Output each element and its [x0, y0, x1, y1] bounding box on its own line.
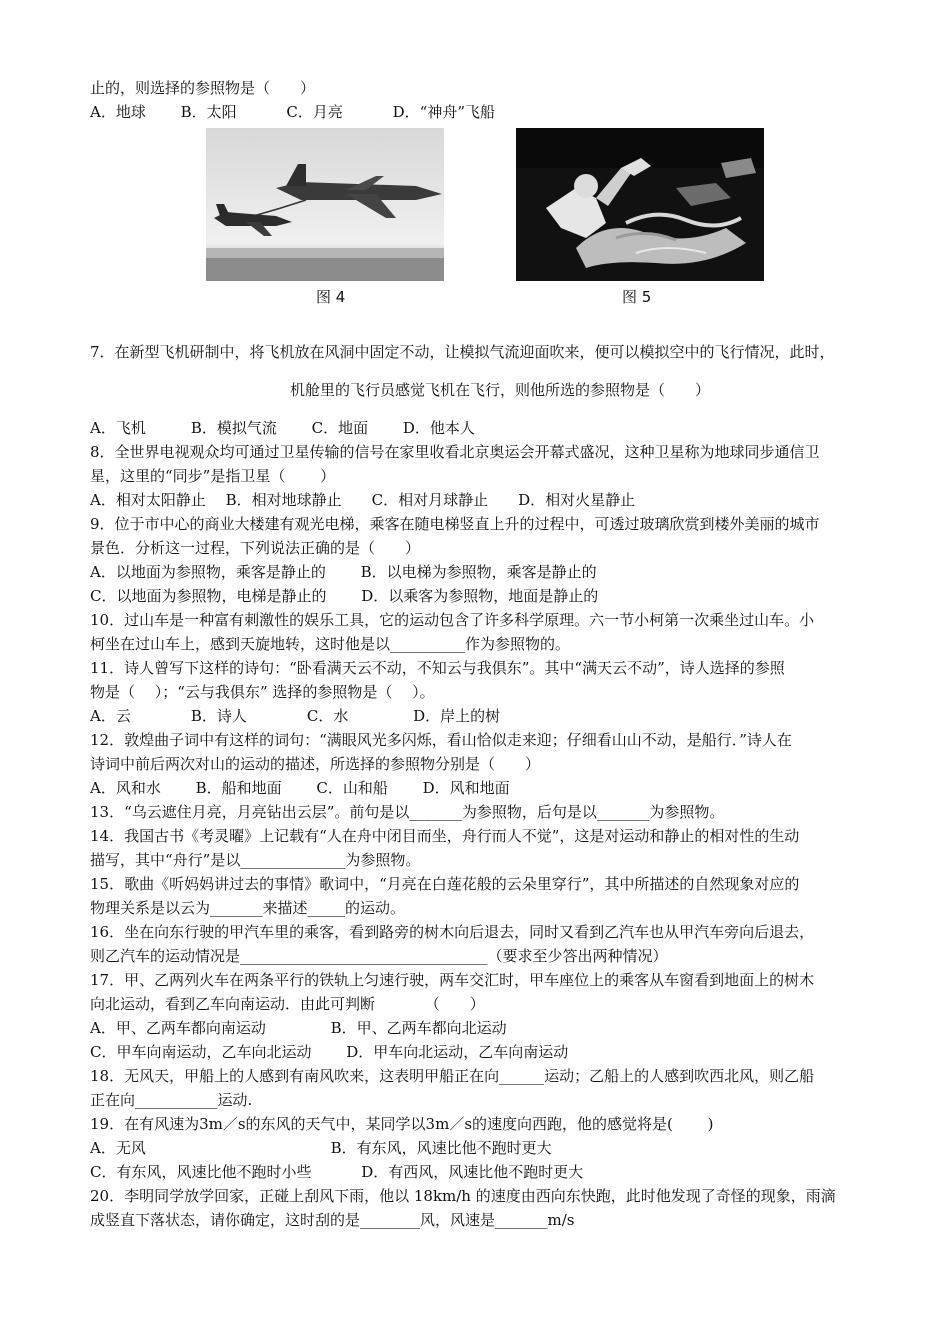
figures-row — [90, 128, 910, 328]
text-line: 则乙汽车的运动情况是_________________________________（要求至少答出两种情况） — [90, 947, 668, 965]
text-line: 成竖直下落状态，请你确定，这时刮的是________风，风速是_______m/s — [90, 1211, 575, 1229]
options-line: A．相对太阳静止 B．相对地球静止 C．相对月球静止 D．相对火星静止 — [90, 491, 636, 509]
figure-4-caption: 图 4 — [316, 288, 346, 306]
text-line: 10．过山车是一种富有刺激性的娱乐工具，它的运动包含了许多科学原理。六一节小柯第一次乘坐过山车。小 — [90, 611, 815, 629]
options-line: A．甲、乙两车都向南运动 B．甲、乙两车都向北运动 — [90, 1019, 507, 1037]
text-line: 诗词中前后两次对山的运动的描述，所选择的参照物分别是（ ） — [90, 755, 541, 773]
text-line: 11．诗人曾写下这样的诗句：“卧看满天云不动，不知云与我俱东”。其中“满天云不动”，诗人选择的参照 — [90, 659, 785, 677]
text-line: 14．我国古书《考灵曜》上记载有“人在舟中闭目而坐，舟行而人不觉”，这是对运动和静止的相对性的生动 — [90, 827, 800, 845]
options-line: C．有东风，风速比他不跑时小些 D．有西风，风速比他不跑时更大 — [90, 1163, 584, 1181]
text-line: 景色．分析这一过程，下列说法正确的是（ ） — [90, 539, 421, 557]
text-line: 20．李明同学放学回家，正碰上刮风下雨，他以 18km/h 的速度由西向东快跑，此时他发现了奇怪的现象，雨滴 — [90, 1187, 836, 1205]
text-line: 13．“乌云遮住月亮，月亮钻出云层”。前句是以_______为参照物，后句是以_______为参照物。 — [90, 803, 725, 821]
text-line: 星，这里的“同步”是指卫星（ ） — [90, 467, 336, 485]
exam-page — [90, 76, 910, 1232]
options-line: A．无风 B．有东风，风速比他不跑时更大 — [90, 1139, 552, 1157]
text-line: 柯坐在过山车上，感到天旋地转，这时他是以__________作为参照物的。 — [90, 635, 571, 653]
text-line: 8．全世界电视观众均可通过卫星传输的信号在家里收看北京奥运会开幕式盛况，这种卫星称为地球同步通信卫 — [90, 443, 820, 461]
text-line: 物理关系是以云为_______来描述_____的运动。 — [90, 899, 406, 917]
options-line: C．以地面为参照物，电梯是静止的 D．以乘客为参照物，地面是静止的 — [90, 587, 599, 605]
text-line: 18．无风天，甲船上的人感到有南风吹来，这表明甲船正在向______运动；乙船上的人感到吹西北风，则乙船 — [90, 1067, 815, 1085]
text-line: 16．坐在向东行驶的甲汽车里的乘客，看到路旁的树木向后退去，同时又看到乙汽车也从甲汽车旁向后退去， — [90, 923, 815, 941]
figure-4-airplane-refueling-photo — [206, 128, 444, 281]
text-line: 止的，则选择的参照物是（ ） — [90, 79, 316, 97]
text-line: 物是（ ）；“云与我俱东” 选择的参照物是（ ）。 — [90, 683, 435, 701]
options-line: A．地球 B．太阳 C．月亮 D．“神舟”飞船 — [90, 103, 496, 121]
options-line: A．风和水 B．船和地面 C．山和船 D．风和地面 — [90, 779, 510, 797]
question-7-line-1: 7．在新型飞机研制中，将飞机放在风洞中固定不动，让模拟气流迎面吹来，便可以模拟空中的飞行情况，此时， — [90, 343, 835, 361]
options-line: C．甲车向南运动，乙车向北运动 D．甲车向北运动，乙车向南运动 — [90, 1043, 569, 1061]
text-line: 17．甲、乙两列火车在两条平行的铁轨上匀速行驶，两车交汇时，甲车座位上的乘客从车窗看到地面上的树木 — [90, 971, 815, 989]
text-line: 15．歌曲《听妈妈讲过去的事情》歌词中，“月亮在白莲花般的云朵里穿行”，其中所描述的自然现象对应的 — [90, 875, 800, 893]
figure-5-spacewalk-photo — [516, 128, 764, 281]
text-line: 正在向___________运动. — [90, 1091, 253, 1109]
text-line: 描写，其中“舟行”是以______________为参照物。 — [90, 851, 421, 869]
question-7-line-2: 机舱里的飞行员感觉飞机在飞行，则他所选的参照物是（ ） — [289, 381, 710, 399]
options-line: A．云 B．诗人 C．水 D．岸上的树 — [90, 707, 501, 725]
question-7-options: A．飞机 B．模拟气流 C．地面 D．他本人 — [90, 419, 475, 437]
options-line: A．以地面为参照物，乘客是静止的 B．以电梯为参照物，乘客是静止的 — [90, 563, 597, 581]
text-line: 向北运动，看到乙车向南运动．由此可判断 （ ） — [90, 995, 485, 1013]
text-line: 19．在有风速为3m／s的东风的天气中，某同学以3m／s的速度向西跑，他的感觉将是( ) — [90, 1115, 714, 1133]
text-line: 9．位于市中心的商业大楼建有观光电梯，乘客在随电梯竖直上升的过程中，可透过玻璃欣赏到楼外美丽的城市 — [90, 515, 820, 533]
figure-5-caption: 图 5 — [622, 288, 652, 306]
text-line: 12．敦煌曲子词中有这样的词句：“满眼风光多闪烁，看山恰似走来迎；仔细看山山不动，是船行．”诗人在 — [90, 731, 792, 749]
